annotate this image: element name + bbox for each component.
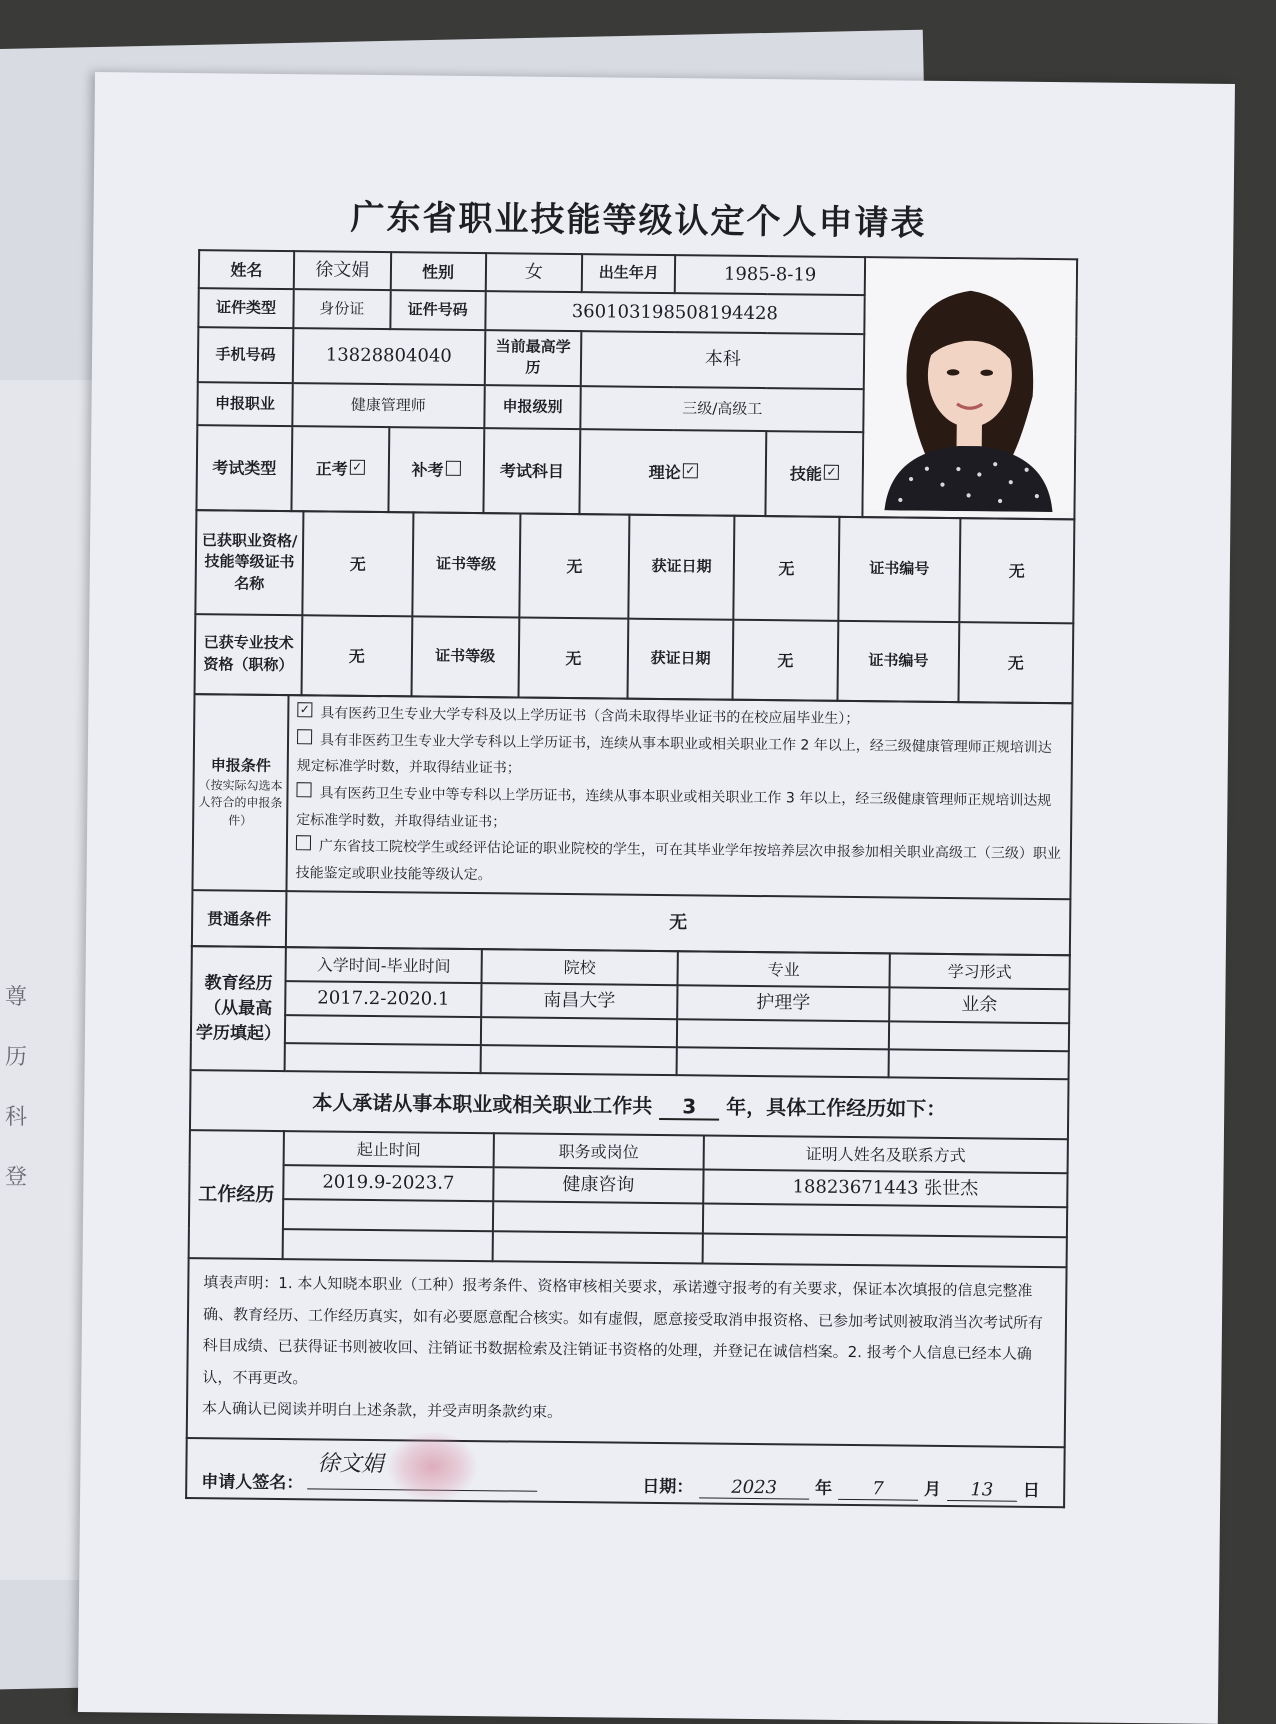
conditions-note: （按实际勾选本人符合的申报条件）: [198, 778, 283, 828]
work-table: [188, 1129, 1069, 1268]
form-title: 广东省职业技能等级认定个人申请表: [350, 197, 927, 244]
month-unit: 月: [923, 1479, 942, 1500]
promise-text-after: 年，具体工作经历如下：: [726, 1095, 947, 1122]
condition-checkbox[interactable]: [297, 729, 312, 744]
side-glyph: 尊: [5, 985, 28, 1010]
exam-regular: [291, 426, 389, 512]
cert-grade-label: 证书等级: [411, 617, 519, 698]
exam-makeup-label: 补考: [411, 460, 444, 480]
condition-text: 具有医药卫生专业大学专科及以上学历证书（含尚未取得毕业证书的在校应届毕业生）；: [320, 705, 860, 728]
side-glyph: 科: [5, 1105, 28, 1130]
fingerprint-stamp: [387, 1431, 478, 1502]
confirmation-text: 本人确认已阅读并明白上述条款，并受声明条款约束。: [201, 1399, 563, 1422]
cert-date-label: 获证日期: [628, 619, 734, 700]
year-unit: 年: [814, 1478, 833, 1499]
work-position: [493, 1202, 703, 1234]
handwritten-signature: 徐文娟: [317, 1451, 384, 1478]
exam-skill: [766, 431, 864, 517]
edu-header: 专业: [677, 951, 889, 987]
education-table: [190, 945, 1071, 1080]
work-position: [493, 1232, 703, 1264]
cert-no-value: 无: [959, 518, 1074, 623]
through-value: 无: [286, 891, 1071, 955]
side-glyph: 登: [5, 1165, 28, 1190]
edu-header: 入学时间-毕业时间: [286, 947, 482, 983]
promise-years: 3: [659, 1094, 719, 1121]
cert-no-value: 无: [958, 622, 1073, 703]
edu-school: [481, 1046, 677, 1076]
birth-label: 出生年月: [582, 254, 675, 293]
work-period: 2019.9-2023.7: [283, 1165, 493, 1201]
conditions-label-cell: [192, 694, 288, 891]
birth-value: 1985-8-19: [675, 255, 865, 295]
edu-period: [285, 1015, 481, 1045]
cert-no-label: 证书编号: [838, 621, 960, 702]
cert-vocational-name: 无: [303, 511, 414, 616]
cert-vocational-label: 已获职业资格/技能等级证书名称: [195, 510, 303, 615]
exam-makeup: [388, 427, 484, 513]
work-position: 健康咨询: [493, 1168, 703, 1204]
conditions-table: [191, 693, 1074, 956]
condition-checkbox[interactable]: ✓: [297, 702, 312, 717]
certificates-table: [194, 509, 1076, 704]
level-value: 三级/高级工: [581, 386, 864, 432]
applicant-photo: [862, 257, 1077, 519]
exam-type-label: 考试类型: [196, 425, 292, 511]
edu-header: 院校: [482, 949, 678, 985]
exam-regular-label: 正考: [315, 459, 348, 479]
cert-grade-value: 无: [518, 618, 628, 699]
cert-professional-name: 无: [302, 615, 412, 696]
exam-subject-label: 考试科目: [483, 428, 581, 514]
cert-professional-label: 已获专业技术资格（职称）: [195, 614, 303, 695]
gender-value: 女: [485, 253, 582, 292]
name-label: 姓名: [199, 250, 294, 289]
id-no-value: 360103198508194428: [485, 292, 865, 334]
date-block: [642, 1472, 1040, 1502]
exam-theory-label: 理论: [648, 462, 681, 483]
application-form-sheet: [78, 72, 1235, 1724]
work-period: [283, 1230, 493, 1262]
cert-grade-label: 证书等级: [412, 513, 520, 618]
exam-skill-label: 技能: [789, 464, 823, 484]
edu-school: [481, 1018, 677, 1048]
id-type-value: 身份证: [293, 289, 390, 328]
condition-item: [296, 780, 1063, 841]
edu-mode: [889, 1050, 1069, 1080]
condition-checkbox[interactable]: [296, 835, 311, 850]
exam-skill-checkbox[interactable]: ✓: [824, 465, 839, 480]
work-header: 职务或岗位: [494, 1134, 704, 1170]
cert-date-value: 无: [733, 620, 839, 701]
id-type-label: 证件类型: [198, 289, 293, 328]
occupation-label: 申报职业: [197, 382, 292, 426]
edu-mode: 业余: [889, 988, 1069, 1024]
applicant-sign-label: 申请人签名：: [201, 1472, 304, 1494]
date-month[interactable]: 7: [838, 1478, 918, 1501]
work-history-label: 工作经历: [189, 1130, 284, 1259]
work-header: 起止时间: [284, 1131, 494, 1167]
work-witness: [703, 1234, 1067, 1268]
cert-date-label: 获证日期: [629, 515, 735, 620]
personal-info-table: [195, 249, 1078, 520]
declaration-text: 填表声明：1. 本人知晓本职业（工种）报考条件、资格审核相关要求，承诺遵守报考的有关要求，保证本次填报的信息完整准确、教育经历、工作经历真实，如有必要愿意配合核实。如有虚假，愿意接受取消申报资格、已参加考试则被取消当次考试所有科目成绩、已获得证书则被收回、注销证书数据检索及注销证书资格的处理，并登记在诚信档案。2. 报考个人信息已经本人确认，不再更改。: [202, 1273, 1044, 1388]
condition-checkbox[interactable]: [296, 782, 311, 797]
date-label: 日期：: [642, 1476, 694, 1498]
portrait-image: [864, 258, 1077, 512]
condition-item: [296, 833, 1063, 894]
application-form: [185, 188, 1079, 1508]
condition-text: 具有非医药卫生专业大学专科以上学历证书，连续从事本职业或相关职业工作 2 年以上，经三级健康管理师正规培训达规定标准学时数，并取得结业证书；: [296, 732, 1052, 777]
promise-text-before: 本人承诺从事本职业或相关职业工作共: [312, 1090, 653, 1119]
exam-makeup-checkbox[interactable]: [445, 461, 460, 476]
condition-text: 广东省技工院校学生或经评估论证的职业院校的学生，可在其毕业学年按培养层次申报参加相关职业高级工（三级）职业技能鉴定或职业技能等级认定。: [295, 838, 1061, 883]
condition-text: 具有医药卫生专业中等专科以上学历证书，连续从事本职业或相关职业工作 3 年以上，经三级健康管理师正规培训达规定标准学时数，并取得结业证书；: [296, 785, 1052, 830]
edu-history-label: 教育经历（从最高学历填起）: [191, 946, 286, 1071]
day-unit: 日: [1022, 1480, 1040, 1501]
work-promise: [189, 1071, 1070, 1138]
education-label: 当前最高学历: [484, 330, 581, 386]
conditions-list: [286, 695, 1072, 899]
edu-major: 护理学: [677, 985, 889, 1021]
cert-date-value: 无: [733, 516, 839, 621]
work-header: 证明人姓名及联系方式: [704, 1136, 1068, 1174]
side-glyph: 历: [5, 1045, 28, 1070]
work-witness: [703, 1204, 1067, 1238]
condition-item: [297, 727, 1064, 788]
edu-mode: [889, 1022, 1069, 1052]
edu-school: 南昌大学: [481, 983, 677, 1019]
edu-header: 学习形式: [889, 954, 1069, 990]
through-label: 贯通条件: [192, 890, 287, 947]
edu-major: [677, 1048, 889, 1078]
date-year[interactable]: 2023: [699, 1476, 809, 1499]
date-day[interactable]: 13: [947, 1479, 1017, 1502]
exam-theory-checkbox[interactable]: ✓: [683, 463, 698, 478]
name-value: 徐文娟: [294, 251, 391, 290]
gender-label: 性别: [390, 252, 485, 291]
cert-grade-value: 无: [519, 514, 630, 619]
work-witness: 18823671443 张世杰: [703, 1170, 1067, 1208]
level-label: 申报级别: [484, 385, 581, 429]
edu-period: 2017.2-2020.1: [285, 981, 481, 1017]
phone-label: 手机号码: [198, 327, 293, 383]
cert-no-label: 证书编号: [838, 517, 960, 622]
education-value: 本科: [581, 331, 864, 389]
edu-period: [285, 1043, 481, 1073]
edu-major: [677, 1020, 889, 1050]
phone-value: 13828804040: [293, 328, 485, 385]
work-period: [283, 1200, 493, 1232]
exam-regular-checkbox[interactable]: ✓: [350, 460, 365, 475]
exam-theory: [580, 429, 767, 516]
declaration-block: [186, 1260, 1068, 1449]
conditions-label: 申报条件: [210, 756, 271, 776]
id-no-label: 证件号码: [390, 291, 485, 330]
occupation-value: 健康管理师: [292, 383, 484, 428]
signature-row: [185, 1439, 1066, 1508]
